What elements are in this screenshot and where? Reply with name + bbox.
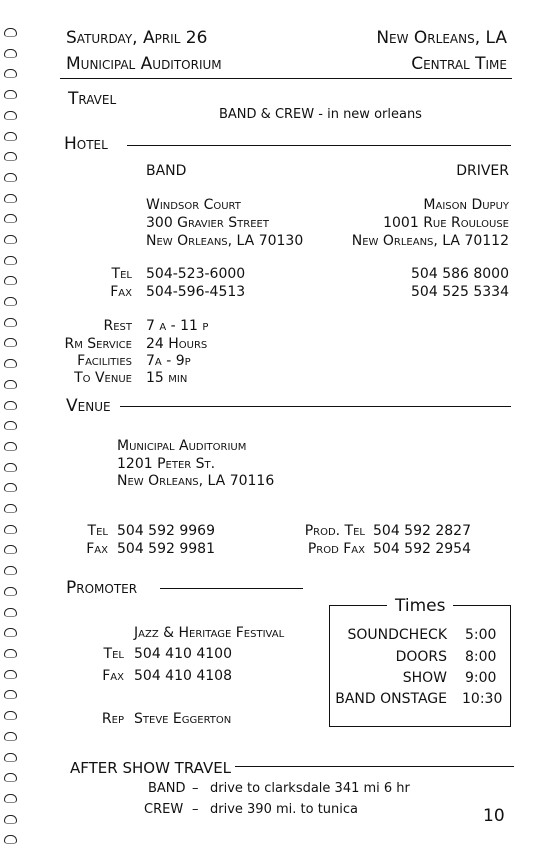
band-hotel-tel: 504-523-6000 xyxy=(146,266,246,282)
promoter-name: Jazz & Heritage Festival xyxy=(134,625,285,641)
spiral-ring xyxy=(4,773,17,782)
band-hotel-city: New Orleans, LA 70130 xyxy=(146,233,304,249)
spiral-ring xyxy=(4,194,17,203)
spiral-ring xyxy=(4,608,17,617)
times-title: Times xyxy=(387,596,453,616)
venue-tel-label: Tel xyxy=(87,523,108,539)
promoter-tel-label: Tel xyxy=(103,646,124,662)
spiral-ring xyxy=(4,276,17,285)
times-value: 5:00 xyxy=(465,627,497,643)
after-show-crew-label: CREW xyxy=(144,802,184,817)
spiral-ring xyxy=(4,28,17,37)
after-show-band-text: drive to clarksdale 341 mi 6 hr xyxy=(210,781,410,796)
times-value: 10:30 xyxy=(462,691,503,707)
spiral-ring xyxy=(4,835,17,844)
venue-street: 1201 Peter St. xyxy=(117,456,216,472)
promoter-rule xyxy=(160,588,303,589)
spiral-ring xyxy=(4,173,17,182)
driver-hotel-city: New Orleans, LA 70112 xyxy=(351,233,509,249)
spiral-ring xyxy=(4,421,17,430)
detail-value: 24 Hours xyxy=(146,336,208,352)
detail-label: Rm Service xyxy=(64,336,132,352)
venue-name-header: Municipal Auditorium xyxy=(66,54,222,74)
date: Saturday, April 26 xyxy=(66,28,208,48)
after-show-crew-text: drive 390 mi. to tunica xyxy=(210,802,359,817)
hotel-rule xyxy=(127,145,511,146)
times-label: BAND ONSTAGE xyxy=(335,691,447,707)
venue-fax-label: Fax xyxy=(86,541,108,557)
band-label: BAND xyxy=(146,163,187,179)
dash-glyph: – xyxy=(192,802,199,817)
spiral-ring xyxy=(4,111,17,120)
driver-hotel-name: Maison Dupuy xyxy=(423,197,509,213)
spiral-ring xyxy=(4,504,17,513)
header-rule xyxy=(60,78,512,79)
spiral-ring xyxy=(4,132,17,141)
spiral-ring xyxy=(4,649,17,658)
driver-label: DRIVER xyxy=(456,163,509,179)
timezone: Central Time xyxy=(411,54,507,74)
times-label: SOUNDCHECK xyxy=(347,627,447,643)
spiral-ring xyxy=(4,297,17,306)
spiral-ring xyxy=(4,380,17,389)
spiral-ring xyxy=(4,587,17,596)
venue-name: Municipal Auditorium xyxy=(117,438,247,454)
city: New Orleans, LA xyxy=(376,28,507,48)
band-hotel-name: Windsor Court xyxy=(146,197,241,213)
spiral-ring xyxy=(4,90,17,99)
page-number: 10 xyxy=(483,806,505,826)
spiral-ring xyxy=(4,318,17,327)
spiral-ring xyxy=(4,628,17,637)
spiral-ring xyxy=(4,670,17,679)
hotel-heading: Hotel xyxy=(64,134,108,154)
times-value: 8:00 xyxy=(465,649,497,665)
band-hotel-street: 300 Gravier Street xyxy=(146,215,269,231)
times-value: 9:00 xyxy=(465,670,497,686)
prod-tel-label: Prod. Tel xyxy=(304,523,365,539)
promoter-heading: Promoter xyxy=(66,578,138,598)
venue-heading: Venue xyxy=(66,396,111,416)
spiral-ring xyxy=(4,214,17,223)
hotel-tel-label: Tel xyxy=(111,266,132,282)
spiral-ring xyxy=(4,256,17,265)
spiral-ring xyxy=(4,711,17,720)
times-label: DOORS xyxy=(395,649,447,665)
spiral-ring xyxy=(4,753,17,762)
travel-note: BAND & CREW - in new orleans xyxy=(219,107,422,122)
promoter-rep-label: Rep xyxy=(101,711,124,727)
spiral-ring xyxy=(4,49,17,58)
hotel-fax-label: Fax xyxy=(110,284,132,300)
promoter-fax-label: Fax xyxy=(102,668,124,684)
after-show-rule xyxy=(235,766,514,767)
times-label: SHOW xyxy=(402,670,447,686)
detail-label: Facilities xyxy=(77,353,132,369)
spiral-ring xyxy=(4,69,17,78)
spiral-ring xyxy=(4,463,17,472)
prod-tel: 504 592 2827 xyxy=(373,523,471,539)
travel-heading: Travel xyxy=(68,89,117,109)
spiral-ring xyxy=(4,359,17,368)
times-box xyxy=(329,605,511,727)
prod-fax: 504 592 2954 xyxy=(373,541,471,557)
detail-value: 7 a - 11 p xyxy=(146,318,209,334)
venue-rule xyxy=(120,406,511,407)
detail-value: 15 min xyxy=(146,370,188,386)
detail-label: Rest xyxy=(103,318,132,334)
spiral-ring xyxy=(4,483,17,492)
spiral-binding xyxy=(0,0,26,854)
spiral-ring xyxy=(4,338,17,347)
spiral-ring xyxy=(4,815,17,824)
promoter-rep: Steve Eggerton xyxy=(134,711,232,727)
after-show-band-label: BAND xyxy=(148,781,186,796)
detail-label: To Venue xyxy=(74,370,132,386)
spiral-ring xyxy=(4,235,17,244)
spiral-ring xyxy=(4,794,17,803)
spiral-ring xyxy=(4,690,17,699)
band-hotel-fax: 504-596-4513 xyxy=(146,284,246,300)
driver-hotel-tel: 504 586 8000 xyxy=(411,266,509,282)
promoter-tel: 504 410 4100 xyxy=(134,646,232,662)
spiral-ring xyxy=(4,525,17,534)
venue-tel: 504 592 9969 xyxy=(117,523,215,539)
dash-glyph: – xyxy=(192,781,199,796)
spiral-ring xyxy=(4,442,17,451)
venue-city: New Orleans, LA 70116 xyxy=(117,473,275,489)
spiral-ring xyxy=(4,566,17,575)
after-show-heading: AFTER SHOW TRAVEL xyxy=(70,759,232,777)
venue-fax: 504 592 9981 xyxy=(117,541,215,557)
spiral-ring xyxy=(4,152,17,161)
driver-hotel-fax: 504 525 5334 xyxy=(411,284,509,300)
spiral-ring xyxy=(4,545,17,554)
promoter-fax: 504 410 4108 xyxy=(134,668,232,684)
spiral-ring xyxy=(4,732,17,741)
detail-value: 7a - 9p xyxy=(146,353,191,369)
spiral-ring xyxy=(4,401,17,410)
prod-fax-label: Prod Fax xyxy=(307,541,365,557)
driver-hotel-street: 1001 Rue Roulouse xyxy=(383,215,509,231)
